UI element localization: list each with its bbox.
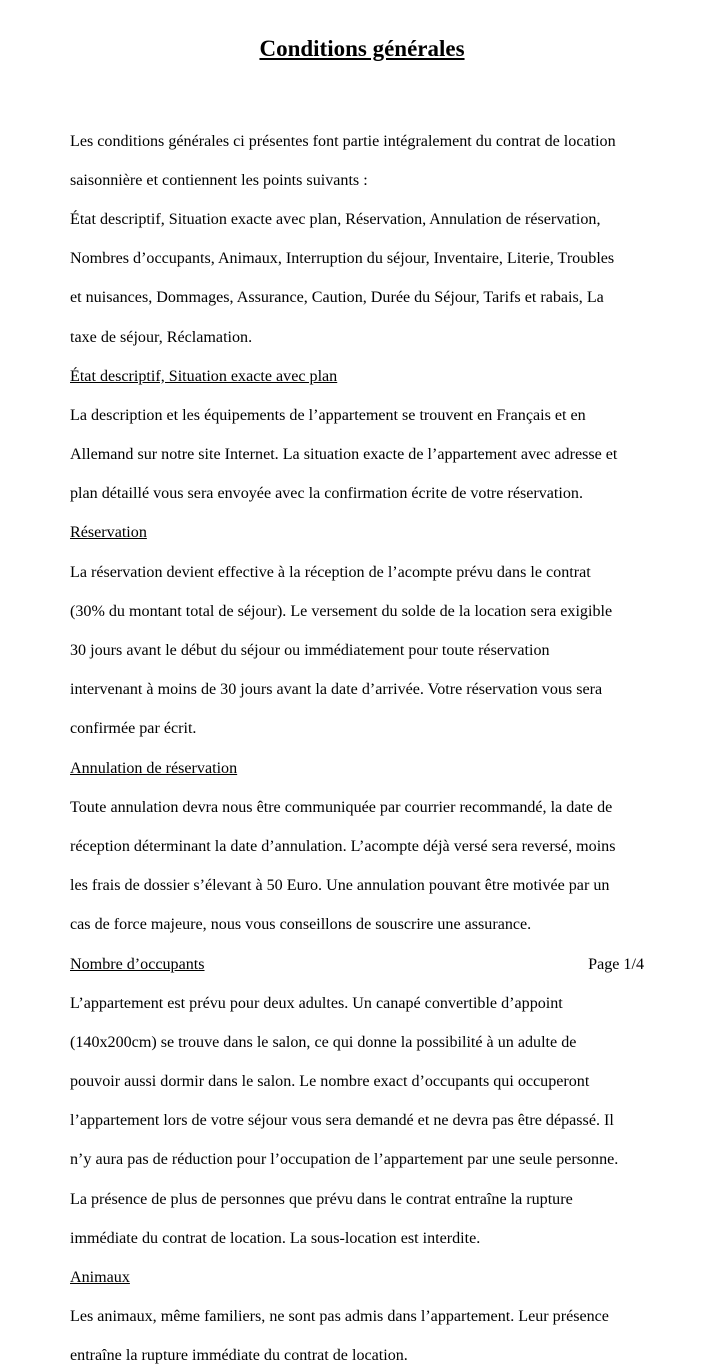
section-line: n’y aura pas de réduction pour l’occupation de l’appartement par une seule personne. [70,1151,619,1169]
intro-line: taxe de séjour, Réclamation. [70,328,253,346]
section-heading: Annulation de réservation [70,759,238,777]
document-title: Conditions générales [259,36,465,61]
section-paragraph [70,974,662,1248]
intro-line: et nuisances, Dommages, Assurance, Caution, Durée du Séjour, Tarifs et rabais, La [70,289,604,307]
intro-line: saisonnière et contiennent les points suivants : [70,171,368,189]
section-line: cas de force majeure, nous vous conseillons de souscrire une assurance. [70,916,532,934]
section-line: pouvoir aussi dormir dans le salon. Le nombre exact d’occupants qui occuperont [70,1073,590,1091]
section-heading: Réservation [70,524,147,542]
section-nombre-occupants [70,955,662,1249]
section-heading: Nombre d’occupants [70,955,205,973]
section-line: L’appartement est prévu pour deux adultes. Un canapé convertible d’appoint [70,994,563,1012]
section-line: entraîne la rupture immédiate du contrat de location. [70,1347,408,1365]
section-line: La présence de plus de personnes que prévu dans le contrat entraîne la rupture [70,1190,573,1208]
intro-line: État descriptif, Situation exacte avec plan, Réservation, Annulation de réservation, [70,210,601,228]
section-line: l’appartement lors de votre séjour vous sera demandé et ne devra pas être dépassé. Il [70,1112,614,1130]
section-line: Allemand sur notre site Internet. La situation exacte de l’appartement avec adresse et [70,446,618,464]
document-body [70,112,662,1366]
section-paragraph [70,543,662,739]
section-line: réception déterminant la date d’annulation. L’acompte déjà versé sera reversé, moins [70,837,616,855]
section-heading: État descriptif, Situation exacte avec plan [70,367,338,385]
section-line: Toute annulation devra nous être communiquée par courrier recommandé, la date de [70,798,613,816]
section-paragraph [70,386,662,504]
section-paragraph [70,778,662,935]
section-line: La réservation devient effective à la réception de l’acompte prévu dans le contrat [70,563,591,581]
section-line: immédiate du contrat de location. La sous-location est interdite. [70,1229,481,1247]
section-line: (30% du montant total de séjour). Le versement du solde de la location sera exigible [70,602,613,620]
intro-paragraph [70,112,662,347]
section-line: 30 jours avant le début du séjour ou immédiatement pour toute réservation [70,642,550,660]
section-line: Les animaux, même familiers, ne sont pas admis dans l’appartement. Leur présence [70,1308,609,1326]
section-line: La description et les équipements de l’appartement se trouvent en Français et en [70,406,586,424]
section-line: confirmée par écrit. [70,720,197,738]
section-annulation [70,759,662,935]
section-line: (140x200cm) se trouve dans le salon, ce qui donne la possibilité à un adulte de [70,1033,577,1051]
section-paragraph [70,1288,662,1366]
section-animaux [70,1268,662,1366]
section-reservation [70,523,662,739]
section-line: plan détaillé vous sera envoyée avec la confirmation écrite de votre réservation. [70,485,583,503]
section-heading: Animaux [70,1269,130,1287]
intro-line: Les conditions générales ci présentes font partie intégralement du contrat de location [70,132,616,150]
page-number: Page 1/4 [588,956,644,973]
section-etat-descriptif [70,367,662,504]
intro-line: Nombres d’occupants, Animaux, Interruption du séjour, Inventaire, Literie, Troubles [70,250,615,268]
section-line: intervenant à moins de 30 jours avant la date d’arrivée. Votre réservation vous sera [70,681,603,699]
section-line: les frais de dossier s’élevant à 50 Euro. Une annulation pouvant être motivée par un [70,877,610,895]
